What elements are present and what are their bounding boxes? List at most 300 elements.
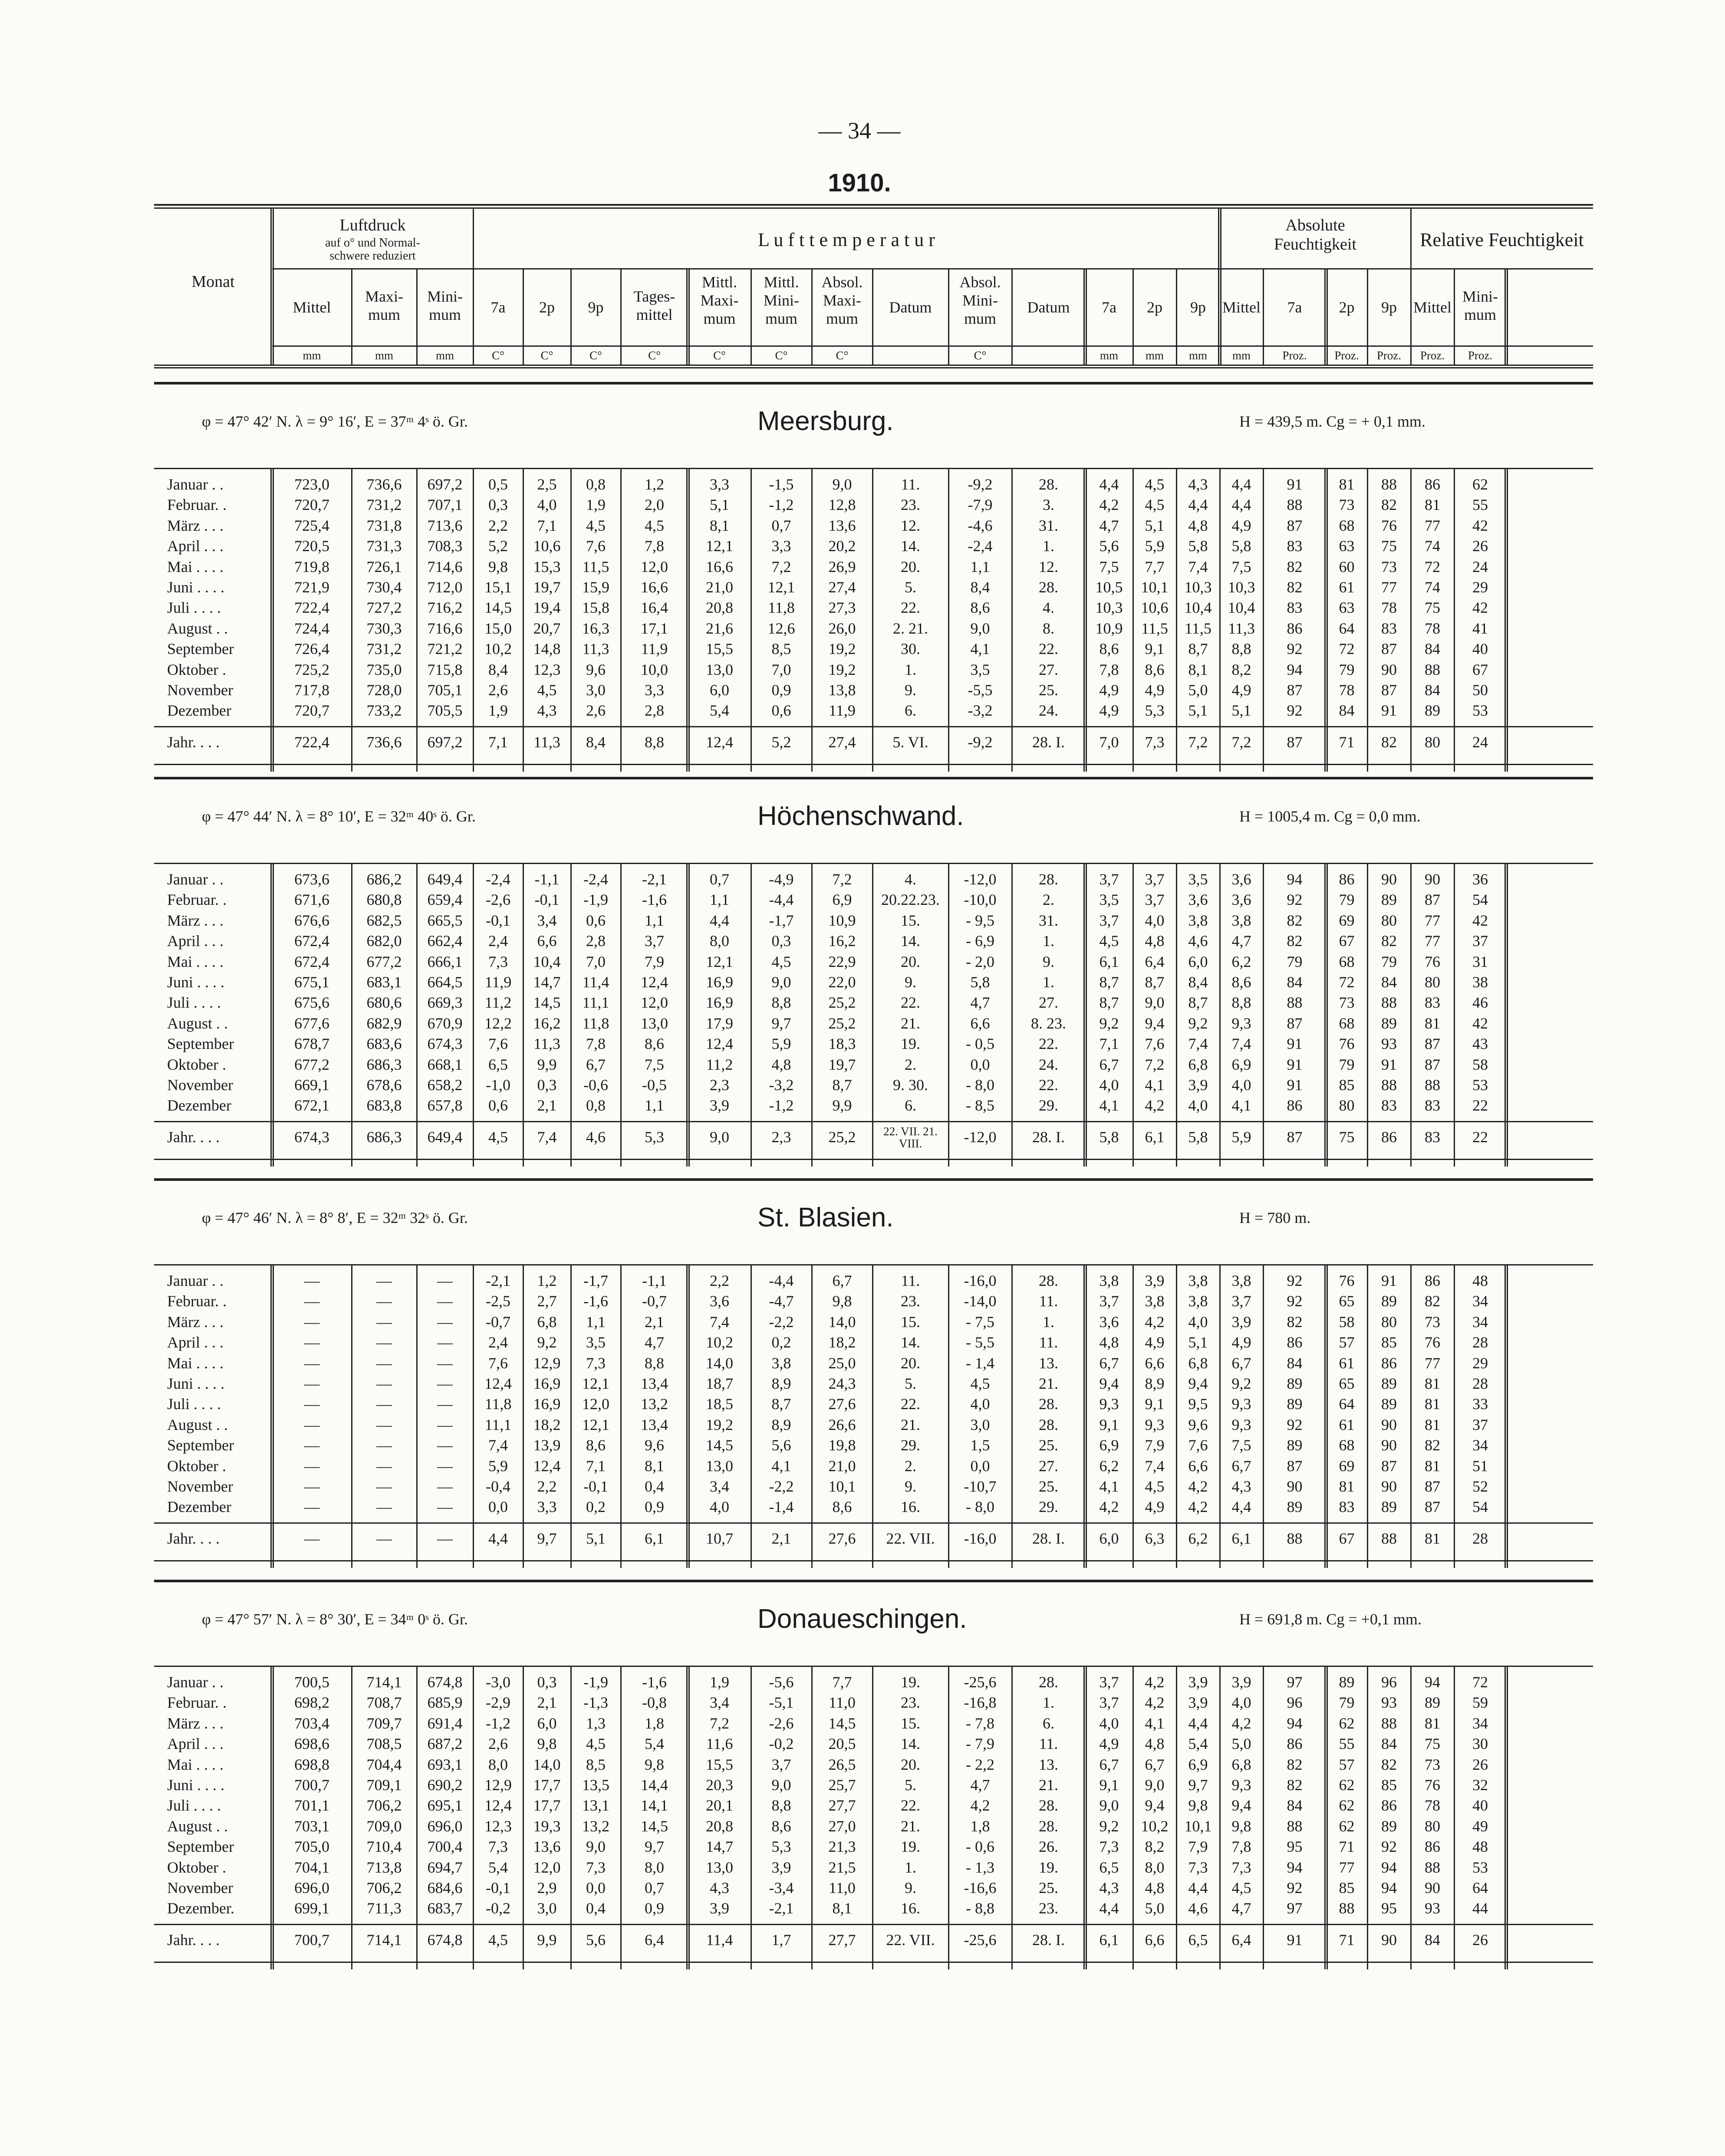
year-cell: 714,1	[366, 1931, 402, 1949]
col-header-15-l1: 2p	[1147, 299, 1162, 316]
year-cell: 90	[1381, 1931, 1397, 1949]
year-cell: 22. VII.	[886, 1530, 935, 1547]
table-cell: 7,4	[710, 1313, 729, 1331]
luftdruck-subtitle-1: auf o° und Normal-	[325, 236, 420, 250]
table-cell: 37	[1472, 932, 1488, 950]
table-cell: 6,7	[586, 1055, 606, 1073]
table-cell: 3,9	[1188, 1673, 1208, 1691]
table-cell: 4,8	[1145, 1735, 1165, 1753]
year-cell: 5,8	[1188, 1128, 1208, 1146]
table-cell: 67	[1472, 661, 1488, 678]
table-row	[154, 1333, 1593, 1354]
year-cell: 649,4	[427, 1128, 463, 1146]
table-cell: 22.	[1039, 1035, 1058, 1053]
table-cell: —	[437, 1436, 453, 1454]
table-cell: -4,4	[769, 1272, 794, 1289]
col-header-8-l3: mum	[703, 310, 736, 327]
year-cell: 88	[1287, 1530, 1303, 1547]
table-cell: -10,0	[964, 891, 997, 909]
table-cell: 43	[1472, 1035, 1488, 1053]
table-cell: 4,0	[1099, 1714, 1119, 1732]
table-cell: 11,5	[1185, 619, 1211, 637]
table-cell: 9,9	[832, 1097, 852, 1114]
table-cell: 88	[1381, 994, 1397, 1012]
table-cell: 9,4	[1188, 1375, 1208, 1392]
station-table	[154, 1673, 1593, 1977]
table-cell: 4,9	[1231, 1334, 1251, 1351]
table-cell: 68	[1339, 1436, 1355, 1454]
table-cell: 89	[1287, 1436, 1303, 1454]
col-header-20-l1: 9p	[1381, 299, 1397, 316]
table-cell: 95	[1381, 1900, 1397, 1917]
table-cell: -0,7	[486, 1313, 510, 1331]
col-header-5-l1: 2p	[539, 299, 555, 316]
table-cell: 3,9	[1145, 1272, 1165, 1289]
table-cell: 69	[1339, 1457, 1355, 1475]
table-cell: 28.	[1039, 1797, 1058, 1814]
table-cell: 73	[1425, 1755, 1440, 1773]
table-cell: 2,0	[645, 496, 664, 514]
table-cell: 3,9	[710, 1097, 729, 1114]
table-cell: 7,3	[1099, 1838, 1119, 1856]
table-cell: 26	[1472, 1755, 1488, 1773]
table-cell: 6,8	[1188, 1354, 1208, 1372]
table-cell: 3,3	[645, 681, 664, 699]
page-number: — 34 —	[818, 118, 901, 144]
table-cell: 0,3	[771, 932, 791, 950]
table-cell: -4,6	[968, 516, 993, 534]
table-cell: 4,4	[1099, 1900, 1119, 1917]
table-cell: 690,2	[427, 1776, 463, 1794]
table-cell: 81	[1339, 476, 1355, 493]
table-cell: 10,3	[1184, 578, 1212, 596]
table-cell: 705,0	[294, 1838, 329, 1856]
table-cell: 61	[1339, 1354, 1355, 1372]
table-cell: 4,5	[970, 1375, 990, 1392]
month-label: Oktober .	[167, 1055, 226, 1073]
table-cell: 10,1	[1184, 1817, 1212, 1835]
table-cell: —	[437, 1395, 453, 1413]
table-cell: 13,2	[582, 1817, 609, 1835]
table-cell: 3,8	[1099, 1272, 1119, 1289]
month-label: Juli . . . .	[167, 1797, 221, 1814]
table-cell: 728,0	[366, 681, 402, 699]
table-cell: 65	[1339, 1292, 1355, 1310]
table-cell: 7,2	[832, 871, 852, 888]
month-label: August . .	[167, 1817, 228, 1835]
month-label: Dezember	[167, 1097, 231, 1114]
table-cell: 22,0	[828, 973, 856, 991]
table-cell: 94	[1287, 871, 1303, 888]
table-cell: 78	[1425, 1797, 1440, 1814]
table-cell: 89	[1425, 1694, 1440, 1712]
year-cell: —	[376, 1530, 392, 1547]
table-cell: -1,2	[769, 496, 794, 514]
table-cell: 8,0	[645, 1858, 664, 1876]
table-cell: 89	[1381, 1395, 1397, 1413]
table-cell: 4,4	[1231, 476, 1251, 493]
table-cell: 5,0	[1188, 681, 1208, 699]
table-cell: 3,7	[1099, 1694, 1119, 1712]
section-top-rule-2	[154, 1581, 1593, 1582]
table-cell: 88	[1287, 496, 1303, 514]
table-cell: 9,8	[1231, 1817, 1251, 1835]
table-cell: 5.	[905, 1776, 916, 1794]
table-cell: —	[304, 1334, 320, 1351]
table-cell: 91	[1381, 1055, 1397, 1073]
table-cell: 84	[1287, 1797, 1303, 1814]
table-cell: 12,0	[582, 1395, 609, 1413]
table-cell: 677,2	[294, 1055, 329, 1073]
table-cell: 0,8	[586, 1097, 606, 1114]
year-rule	[154, 1121, 1593, 1122]
table-cell: 3,0	[970, 1416, 990, 1433]
table-cell: 9,3	[1231, 1395, 1251, 1413]
table-cell: 8,8	[771, 1797, 791, 1814]
table-cell: 2,2	[488, 516, 508, 534]
table-cell: 82	[1287, 911, 1303, 929]
col-header-12-l3: mum	[964, 310, 996, 327]
table-cell: 4,4	[1188, 1879, 1208, 1896]
table-row	[154, 1693, 1593, 1714]
table-cell: 731,8	[366, 516, 402, 534]
table-cell: 4,1	[1145, 1714, 1165, 1732]
table-cell: 92	[1381, 1838, 1397, 1856]
table-cell: 4,3	[1231, 1478, 1251, 1495]
table-cell: 10,4	[1228, 599, 1255, 617]
table-cell: 7,6	[586, 537, 606, 555]
table-cell: 82	[1381, 932, 1397, 950]
table-cell: 8,7	[771, 1395, 791, 1413]
table-cell: 8,8	[1231, 994, 1251, 1012]
lufttemperatur-label: L u f t t e m p e r a t u r	[758, 229, 935, 250]
table-cell: 90	[1381, 1436, 1397, 1454]
table-cell: 3,8	[1231, 911, 1251, 929]
table-cell: 20.22.23.	[881, 891, 940, 909]
table-cell: 65	[1339, 1375, 1355, 1392]
table-cell: 58	[1339, 1313, 1355, 1331]
table-cell: 21.	[901, 1014, 920, 1032]
year-cell: 7,4	[537, 1128, 557, 1146]
table-cell: 7,9	[1188, 1838, 1208, 1856]
table-cell: 4,8	[771, 1055, 791, 1073]
table-cell: -16,0	[964, 1272, 997, 1289]
table-row	[154, 993, 1593, 1014]
table-cell: 63	[1339, 599, 1355, 617]
table-cell: 75	[1425, 1735, 1440, 1753]
table-cell: 693,1	[427, 1755, 463, 1773]
table-cell: 15.	[901, 911, 920, 929]
table-cell: 21,3	[828, 1838, 856, 1856]
table-cell: 6,0	[1188, 953, 1208, 970]
table-row	[154, 1035, 1593, 1055]
table-cell: —	[304, 1375, 320, 1392]
year-cell: 7,1	[488, 733, 508, 751]
table-cell: 14,5	[706, 1436, 733, 1454]
table-cell: 8,0	[1145, 1858, 1165, 1876]
col-header-12-l1: Absol.	[959, 273, 1001, 291]
table-cell: —	[304, 1436, 320, 1454]
table-cell: -4,7	[769, 1292, 794, 1310]
table-cell: 1,1	[645, 911, 664, 929]
table-cell: - 1,3	[966, 1858, 994, 1876]
table-cell: 722,4	[294, 599, 329, 617]
table-cell: 14,7	[706, 1838, 733, 1856]
header-bottom-rule-2	[154, 367, 1593, 368]
table-cell: 9,2	[1099, 1817, 1119, 1835]
table-row	[154, 932, 1593, 952]
table-cell: 2,4	[488, 932, 508, 950]
table-cell: 52	[1472, 1478, 1488, 1495]
table-cell: 4,0	[1145, 911, 1165, 929]
table-cell: 19,2	[828, 661, 856, 678]
table-cell: 708,5	[366, 1735, 402, 1753]
table-cell: 4,5	[1231, 1879, 1251, 1896]
table-cell: 4,2	[1231, 1714, 1251, 1732]
table-cell: 676,6	[294, 911, 329, 929]
table-cell: 34	[1472, 1313, 1488, 1331]
table-cell: 4,1	[970, 640, 990, 658]
table-cell: 0,4	[645, 1478, 664, 1495]
table-cell: 1.	[1043, 1694, 1054, 1712]
table-cell: 29.	[1039, 1498, 1058, 1516]
table-row	[154, 1755, 1593, 1776]
table-cell: 4,2	[1145, 1313, 1165, 1331]
month-label: Oktober .	[167, 1858, 226, 1876]
table-cell: 12.	[901, 516, 920, 534]
table-cell: 0,0	[488, 1498, 508, 1516]
table-cell: 6.	[1043, 1714, 1054, 1732]
table-cell: 709,1	[366, 1776, 402, 1794]
year-cell: 736,6	[366, 733, 402, 751]
table-cell: - 2,0	[966, 953, 994, 970]
table-cell: 0,4	[586, 1900, 606, 1917]
table-cell: 691,4	[427, 1714, 463, 1732]
table-cell: 89	[1381, 1817, 1397, 1835]
table-cell: 2,1	[645, 1313, 664, 1331]
table-cell: 682,5	[366, 911, 402, 929]
table-cell: 731,2	[366, 640, 402, 658]
table-cell: 1.	[1043, 973, 1054, 991]
table-cell: 82	[1425, 1436, 1440, 1454]
station-coords: φ = 47° 46′ N. λ = 8° 8′, E = 32ᵐ 32ˢ ö. Gr.	[202, 1209, 468, 1226]
table-cell: 24.	[1039, 702, 1058, 720]
table-cell: 4,7	[1099, 516, 1119, 534]
col-unit-5: C°	[540, 349, 553, 362]
table-cell: 12,4	[484, 1797, 512, 1814]
table-cell: 5,9	[1145, 537, 1165, 555]
year-rule	[154, 1522, 1593, 1524]
table-row	[154, 870, 1593, 891]
table-cell: 87	[1287, 681, 1303, 699]
table-cell: 21.	[1039, 1776, 1058, 1794]
table-cell: 91	[1287, 1035, 1303, 1053]
table-cell: —	[304, 1354, 320, 1372]
table-cell: 53	[1472, 1076, 1488, 1094]
table-cell: -2,9	[486, 1694, 510, 1712]
year-cell: 28. I.	[1032, 733, 1065, 751]
table-cell: 81	[1425, 1395, 1440, 1413]
table-row	[154, 701, 1593, 722]
table-cell: 19.	[901, 1673, 920, 1691]
table-cell: 74	[1425, 578, 1440, 596]
table-cell: 703,4	[294, 1714, 329, 1732]
station-coords: φ = 47° 57′ N. λ = 8° 30′, E = 34ᵐ 0ˢ ö. Gr.	[202, 1610, 468, 1628]
table-cell: 62	[1339, 1797, 1355, 1814]
table-cell: —	[376, 1354, 392, 1372]
table-cell: 15.	[901, 1313, 920, 1331]
table-cell: 4,7	[970, 1776, 990, 1794]
table-cell: 695,1	[427, 1797, 463, 1814]
table-cell: 8,8	[645, 1354, 664, 1372]
table-cell: 27,0	[828, 1817, 856, 1835]
year-cell: 697,2	[427, 733, 463, 751]
table-cell: 42	[1472, 911, 1488, 929]
table-cell: 8,6	[1145, 661, 1165, 678]
column-rule	[1410, 207, 1412, 365]
table-cell: 90	[1425, 871, 1440, 888]
table-cell: 86	[1287, 1334, 1303, 1351]
table-cell: 6,7	[1231, 1354, 1251, 1372]
table-row	[154, 1477, 1593, 1498]
table-cell: 82	[1287, 932, 1303, 950]
table-cell: 14,5	[641, 1817, 668, 1835]
table-cell: 4,0	[1231, 1076, 1251, 1094]
table-cell: 8,6	[586, 1436, 606, 1454]
table-cell: 16,9	[706, 973, 733, 991]
table-cell: 7,3	[586, 1354, 606, 1372]
table-cell: 78	[1425, 619, 1440, 637]
table-cell: 17,1	[641, 619, 668, 637]
table-cell: —	[376, 1416, 392, 1433]
table-cell: 48	[1472, 1272, 1488, 1289]
table-cell: 720,7	[294, 702, 329, 720]
table-cell: 33	[1472, 1395, 1488, 1413]
table-cell: 79	[1339, 661, 1355, 678]
table-cell: 7,4	[1188, 1035, 1208, 1053]
month-label: November	[167, 1478, 233, 1495]
col-unit-14: mm	[1100, 349, 1118, 362]
table-row	[154, 1879, 1593, 1899]
table-cell: 15,5	[706, 1755, 733, 1773]
year-cell: 27,4	[828, 733, 856, 751]
month-label: November	[167, 1879, 233, 1896]
year-row	[154, 1931, 1593, 1951]
table-cell: 10,5	[1095, 578, 1123, 596]
table-cell: 8,4	[1188, 973, 1208, 991]
table-cell: 86	[1425, 1838, 1440, 1856]
table-cell: 677,2	[366, 953, 402, 970]
table-cell: 7,6	[1145, 1035, 1165, 1053]
table-cell: 708,7	[366, 1694, 402, 1712]
table-cell: 727,2	[366, 599, 402, 617]
table-cell: -2,4	[968, 537, 993, 555]
col-unit-15: mm	[1145, 349, 1164, 362]
table-cell: 6,0	[537, 1714, 557, 1732]
table-cell: 5,0	[1145, 1900, 1165, 1917]
header-group-rule	[272, 268, 1593, 270]
table-cell: 22.	[1039, 640, 1058, 658]
table-cell: 18,2	[533, 1416, 561, 1433]
table-cell: 19.	[901, 1035, 920, 1053]
table-cell: 680,6	[366, 994, 402, 1012]
month-label: Juli . . . .	[167, 994, 221, 1012]
table-cell: 83	[1287, 599, 1303, 617]
table-cell: 88	[1425, 1076, 1440, 1094]
table-cell: 3,9	[710, 1900, 729, 1917]
table-cell: 6,7	[1099, 1354, 1119, 1372]
luftdruck-subtitle-2: schwere reduziert	[329, 249, 416, 263]
table-cell: 11.	[1039, 1334, 1058, 1351]
table-cell: 9.	[1043, 953, 1054, 970]
table-cell: 87	[1381, 1457, 1397, 1475]
year-cell: 10,7	[706, 1530, 733, 1547]
table-cell: - 2,2	[966, 1755, 994, 1773]
table-row	[154, 1014, 1593, 1035]
table-cell: 9,6	[586, 661, 606, 678]
table-row	[154, 1858, 1593, 1879]
table-cell: 38	[1472, 973, 1488, 991]
table-cell: 90	[1381, 661, 1397, 678]
table-cell: 5.	[905, 578, 916, 596]
table-cell: 87	[1425, 1478, 1440, 1495]
table-cell: 82	[1287, 558, 1303, 575]
table-cell: 10,6	[533, 537, 561, 555]
table-cell: 8,6	[771, 1817, 791, 1835]
table-cell: —	[437, 1354, 453, 1372]
year-cell: 11,3	[533, 733, 560, 751]
table-cell: -3,2	[968, 702, 993, 720]
year-cell: 4,5	[488, 1128, 508, 1146]
table-cell: 8,8	[771, 994, 791, 1012]
table-cell: -1,3	[583, 1694, 608, 1712]
table-cell: 34	[1472, 1436, 1488, 1454]
year-row	[154, 733, 1593, 753]
section-bottom-rule	[154, 1560, 1593, 1561]
table-cell: 9,0	[1099, 1797, 1119, 1814]
table-cell: 55	[1472, 496, 1488, 514]
table-cell: 10,2	[1141, 1817, 1169, 1835]
table-cell: 6,7	[1231, 1457, 1251, 1475]
year-cell: 674,3	[294, 1128, 329, 1146]
table-cell: 48	[1472, 1838, 1488, 1856]
table-cell: 34	[1472, 1292, 1488, 1310]
table-cell: 3,8	[771, 1354, 791, 1372]
table-cell: 1,8	[970, 1817, 990, 1835]
table-cell: 20.	[901, 953, 920, 970]
table-cell: 88	[1287, 1817, 1303, 1835]
table-cell: 3,9	[1188, 1694, 1208, 1712]
table-cell: 4,0	[1188, 1313, 1208, 1331]
table-cell: 14,5	[484, 599, 512, 617]
table-cell: 7,0	[771, 661, 791, 678]
table-cell: 12,1	[582, 1416, 609, 1433]
table-cell: 4,7	[1231, 932, 1251, 950]
table-cell: 2,6	[586, 702, 606, 720]
table-cell: 23.	[901, 1292, 920, 1310]
year-cell: 6,2	[1188, 1530, 1208, 1547]
month-label: Mai . . . .	[167, 1755, 224, 1773]
col-unit-21: Proz.	[1420, 349, 1445, 362]
month-label: Januar . .	[167, 1673, 224, 1691]
table-cell: 677,6	[294, 1014, 329, 1032]
table-cell: 717,8	[294, 681, 329, 699]
table-cell: 4,3	[1188, 476, 1208, 493]
table-cell: 11.	[901, 476, 920, 493]
table-cell: 82	[1287, 1755, 1303, 1773]
table-cell: 90	[1381, 1416, 1397, 1433]
table-cell: 24	[1472, 558, 1488, 575]
